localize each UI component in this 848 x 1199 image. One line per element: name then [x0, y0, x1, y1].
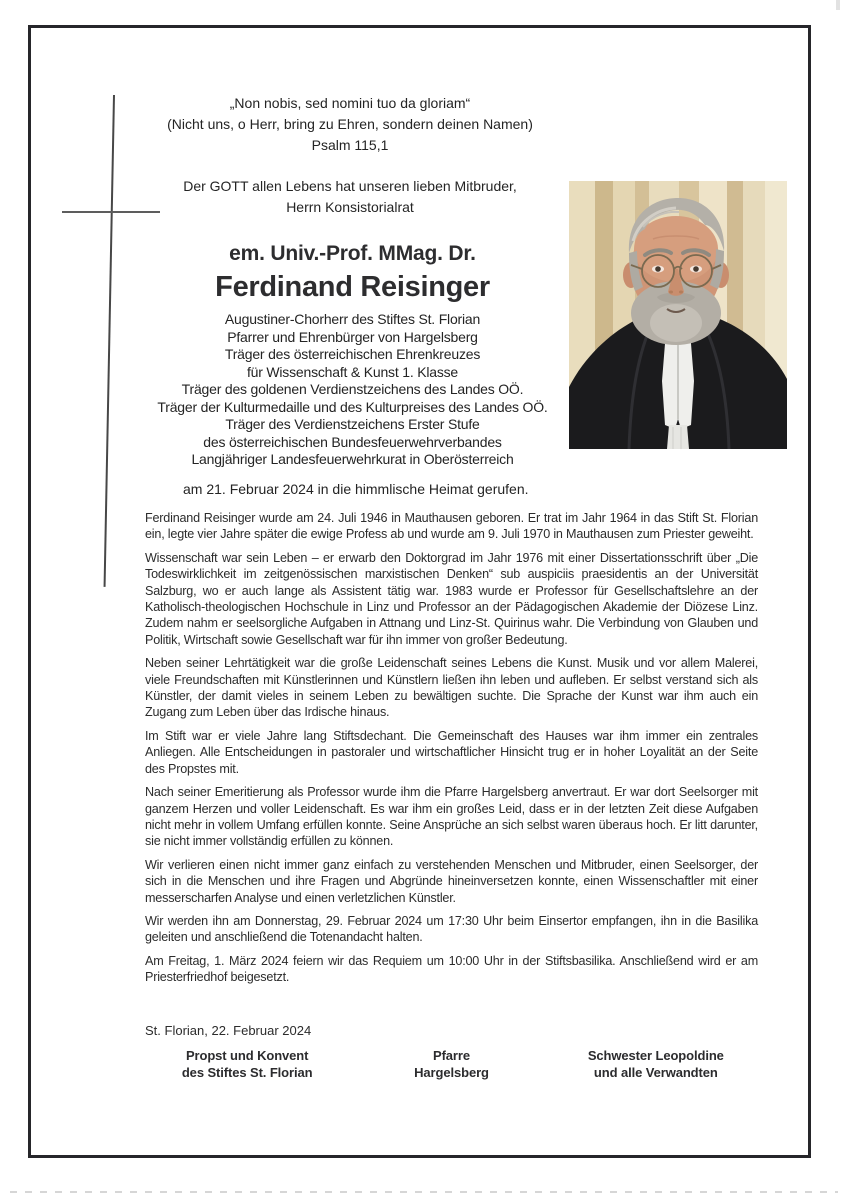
place-date-line: St. Florian, 22. Februar 2024: [145, 1023, 312, 1038]
portrait-photo: [569, 181, 787, 449]
honor-line: Pfarrer und Ehrenbürger von Hargelsberg: [227, 328, 478, 345]
paragraph-science: Wissenschaft war sein Leben – er erwarb den Doktorgrad im Jahr 1976 mit einer Dissertationsschrift über „Die Todeswirklichkeit im zeitgenössischen marxistischen Denken“ sub auspiciis praesidentis an der Universität Salzburg, wo er auch lange als Assistent tätig war. 1983 wurde er Professor für Gesellschaftslehre an der Katholisch-theologischen Hochschule in Linz und Professor an der Pädagogischen Akademie der Diözese Linz. Zudem nahm er seelsorgliche Aufgaben in Attnang und Linz-St. Quirinus wahr. Die Verbindung von Glauben und Politik, Wirtschaft sowie Gesellschaft war für ihn immer von großer Bedeutung.: [145, 550, 758, 647]
paragraph-farewell: Wir verlieren einen nicht immer ganz einfach zu verstehenden Menschen und Mitbruder, einen Seelsorger, der sich in die Menschen und ihre Fragen und Abgründe hineinversetzen konnte, einen Wissenschaftler mit einer messerscharfen Analyse und einen verletzlichen Künstler.: [145, 857, 758, 905]
honor-line: Träger der Kulturmedaille und des Kulturpreises des Landes OÖ.: [157, 398, 548, 415]
paragraph-requiem: Am Freitag, 1. März 2024 feiern wir das Requiem um 10:00 Uhr in der Stiftsbasilika. Anschließend wird er am Priesterfriedhof beigesetzt.: [145, 953, 758, 985]
signature-line: und alle Verwandten: [593, 1065, 718, 1080]
signature-parish: [349, 1047, 553, 1081]
honor-line: Träger des goldenen Verdienstzeichens des Landes OÖ.: [181, 381, 524, 397]
signature-line: Pfarre: [433, 1048, 470, 1063]
intro-text: [120, 176, 580, 218]
paragraph-reception: Wir werden ihn am Donnerstag, 29. Februar 2024 um 17:30 Uhr beim Einsertor empfangen, ihn in die Basilika geleiten und anschließend die Totenandacht halten.: [145, 913, 758, 945]
quote-source: Psalm 115,1: [311, 137, 389, 153]
honor-line: Träger des Verdienstzeichens Erster Stufe: [225, 416, 480, 432]
academic-titles: em. Univ.-Prof. MMag. Dr.: [229, 242, 476, 265]
signature-provost: [145, 1047, 349, 1081]
obituary-text: [145, 510, 758, 993]
signature-line: Schwester Leopoldine: [587, 1048, 724, 1063]
paragraph-art: Neben seiner Lehrtätigkeit war die große Leidenschaft seines Lebens die Kunst. Musik und vor allem Malerei, viele Freundschaften mit Künstlerinnen und Künstlern ließen ihn leben und aufleben. Er selbst verstand sich als Künstler, der damit vieles in seinem Leben zu bewältigen suchte. Die Sprache der Kunst war ihm auch ein Zugang zum Leben über das Irdische hinaus.: [145, 656, 758, 720]
quote-translation: (Nicht uns, o Herr, bring zu Ehren, sondern deinen Namen): [167, 116, 533, 132]
signature-row: [145, 1047, 758, 1081]
signature-line: Propst und Konvent: [185, 1048, 309, 1063]
opening-quote: [120, 93, 580, 156]
honor-line: Augustiner-Chorherr des Stiftes St. Florian: [224, 311, 481, 327]
scan-artifact-top-right: [836, 0, 840, 10]
honor-line: für Wissenschaft & Kunst 1. Klasse: [246, 363, 459, 380]
scan-artifact-bottom-edge: [10, 1191, 838, 1193]
paragraph-monastery: Im Stift war er viele Jahre lang Stiftsdechant. Die Gemeinschaft des Hauses war ihm immer ein zentrales Anliegen. Alle Entscheidungen in pastoraler und wirtschaftlicher Hinsicht trug er in hoher Loyalität an der Seite des Propstes mit.: [145, 728, 758, 776]
signature-family: [554, 1047, 758, 1081]
honor-line: Langjähriger Landesfeuerwehrkurat in Oberösterreich: [191, 451, 514, 467]
paragraph-parish: Nach seiner Emeritierung als Professor wurde ihm die Pfarre Hargelsberg anvertraut. Er war dort Seelsorger mit ganzem Herzen und voller Leidenschaft. Es war ihm ein großes Leid, dass er in der letzten Zeit diese Aufgaben nicht mehr in vollem Umfang erfüllen konnte. Seine Ansprüche an sich selbst waren überaus hoch. Er litt darunter, sie nicht immer vollständig erfüllen zu können.: [145, 785, 758, 849]
called-home-line: am 21. Februar 2024 in die himmlische Heimat gerufen.: [183, 481, 529, 497]
paragraph-biography: Ferdinand Reisinger wurde am 24. Juli 1946 in Mauthausen geboren. Er trat im Jahr 1964 in das Stift St. Florian ein, legte vier Jahre später die ewige Profess ab und wurde am 9. Juli 1970 in Mauthausen zum Priester geweiht.: [145, 511, 758, 542]
signature-line: des Stiftes St. Florian: [181, 1065, 313, 1080]
deceased-title-block: [100, 241, 605, 469]
intro-line-1: Der GOTT allen Lebens hat unseren lieben Mitbruder,: [183, 178, 517, 194]
quote-latin: „Non nobis, sed nomini tuo da gloriam“: [229, 95, 471, 111]
deceased-name: Ferdinand Reisinger: [215, 271, 490, 303]
honors-list: [100, 311, 605, 469]
intro-line-2: Herrn Konsistorialrat: [286, 199, 414, 215]
honor-line: Träger des österreichischen Ehrenkreuzes: [224, 346, 481, 362]
signature-line: Hargelsberg: [414, 1065, 489, 1080]
honor-line: des österreichischen Bundesfeuerwehrverbandes: [203, 433, 502, 450]
